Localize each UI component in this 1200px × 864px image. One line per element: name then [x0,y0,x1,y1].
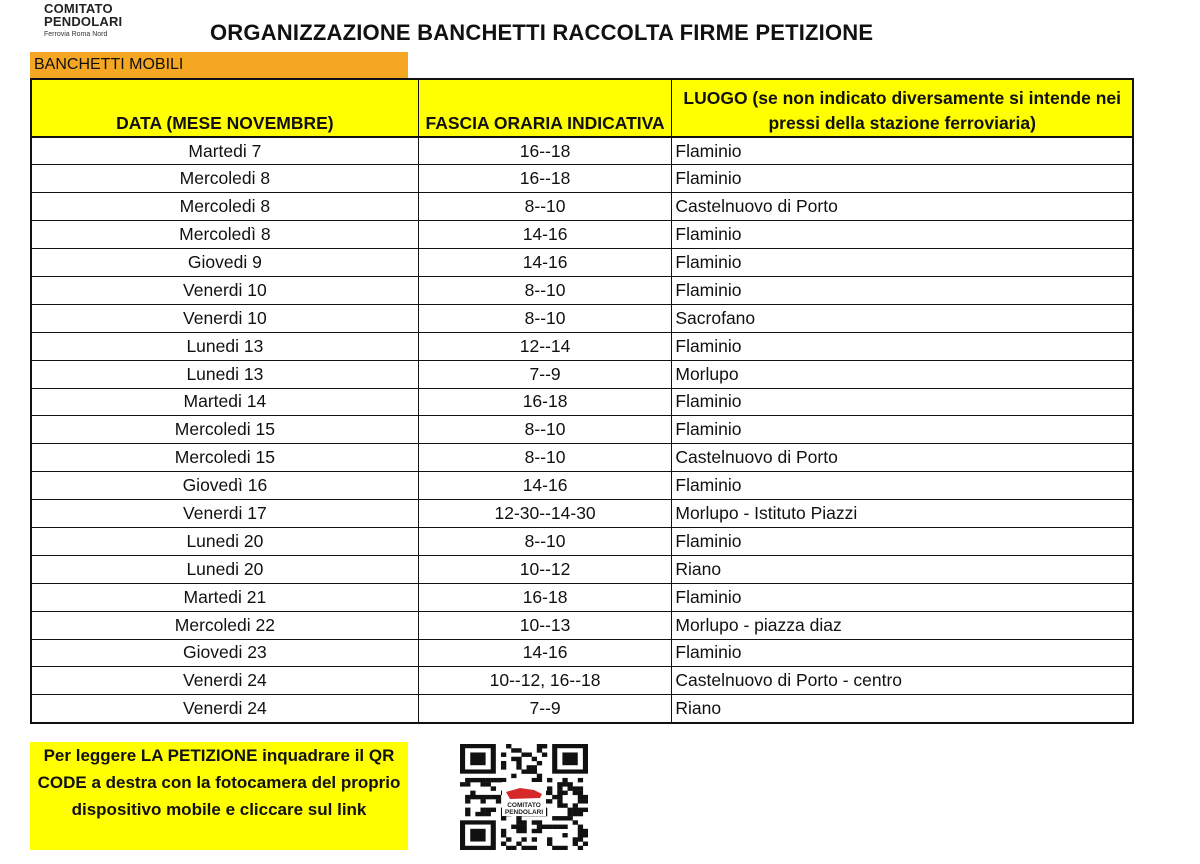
cell-date: Mercoledi 15 [31,416,418,444]
cell-place: Flaminio [672,137,1133,165]
cell-date: Mercoledi 8 [31,165,418,193]
table-row [31,472,1133,500]
table-row [31,500,1133,528]
cell-date: Venerdi 10 [31,304,418,332]
table-row [31,527,1133,555]
cell-place: Flaminio [672,276,1133,304]
cell-date: Venerdi 10 [31,276,418,304]
cell-time: 16-18 [418,388,672,416]
cell-place: Flaminio [672,639,1133,667]
cell-time: 8--10 [418,276,672,304]
cell-place: Flaminio [672,221,1133,249]
cell-date: Giovedì 16 [31,472,418,500]
header-time: FASCIA ORARIA INDICATIVA [418,79,672,137]
cell-date: Lunedi 20 [31,555,418,583]
table-row [31,583,1133,611]
cell-time: 8--10 [418,304,672,332]
cell-time: 8--10 [418,527,672,555]
header-place: LUOGO (se non indicato diversamente si intende nei pressi della stazione ferroviaria) [672,79,1133,137]
cell-place: Morlupo - Istituto Piazzi [672,500,1133,528]
cell-time: 12--14 [418,332,672,360]
logo-line-1: COMITATO [44,1,113,16]
logo [44,2,144,38]
cell-time: 8--10 [418,444,672,472]
cell-time: 10--12, 16--18 [418,667,672,695]
cell-time: 14-16 [418,472,672,500]
qr-logo-text-1: COMITATO [507,802,541,809]
cell-date: Mercoledi 8 [31,193,418,221]
cell-date: Mercoledi 22 [31,611,418,639]
table-row [31,388,1133,416]
cell-date: Venerdi 24 [31,667,418,695]
cell-date: Lunedi 20 [31,527,418,555]
table-row [31,137,1133,165]
table-row [31,276,1133,304]
table-row [31,332,1133,360]
cell-time: 10--13 [418,611,672,639]
cell-place: Flaminio [672,416,1133,444]
cell-date: Giovedi 9 [31,249,418,277]
table-row [31,444,1133,472]
cell-time: 7--9 [418,360,672,388]
qr-code[interactable] [460,744,588,850]
page-title: ORGANIZZAZIONE BANCHETTI RACCOLTA FIRME PETIZIONE [210,20,874,45]
qr-logo [502,782,546,816]
cell-place: Flaminio [672,388,1133,416]
qr-logo-text-2: PENDOLARI [504,809,544,816]
cell-date: Martedi 14 [31,388,418,416]
cell-time: 14-16 [418,249,672,277]
cell-time: 10--12 [418,555,672,583]
table-row [31,221,1133,249]
cell-place: Flaminio [672,165,1133,193]
table-row [31,667,1133,695]
cell-time: 14-16 [418,639,672,667]
cell-place: Riano [672,555,1133,583]
cell-date: Mercoledi 15 [31,444,418,472]
cell-place: Sacrofano [672,304,1133,332]
table-row [31,555,1133,583]
cell-place: Flaminio [672,583,1133,611]
cell-time: 8--10 [418,416,672,444]
cell-date: Giovedi 23 [31,639,418,667]
table-row [31,193,1133,221]
cell-place: Flaminio [672,332,1133,360]
cell-date: Mercoledì 8 [31,221,418,249]
cell-place: Morlupo [672,360,1133,388]
table-row [31,249,1133,277]
table-row [31,639,1133,667]
cell-date: Venerdi 24 [31,695,418,723]
cell-place: Castelnuovo di Porto - centro [672,667,1133,695]
cell-place: Castelnuovo di Porto [672,193,1133,221]
cell-place: Flaminio [672,472,1133,500]
table-row [31,416,1133,444]
cell-date: Martedi 7 [31,137,418,165]
table-header-row [31,79,1133,137]
table-row [31,165,1133,193]
cell-time: 7--9 [418,695,672,723]
cell-place: Flaminio [672,527,1133,555]
header-date: DATA (MESE NOVEMBRE) [31,79,418,137]
cell-place: Flaminio [672,249,1133,277]
logo-line-3: Ferrovia Roma Nord [44,31,108,38]
cell-date: Venerdi 17 [31,500,418,528]
cell-time: 16--18 [418,165,672,193]
qr-instructions: Per leggere LA PETIZIONE inquadrare il QR CODE a destra con la fotocamera del proprio dispositivo mobile e cliccare sul link [30,742,408,850]
table-row [31,360,1133,388]
section-label: BANCHETTI MOBILI [30,52,408,78]
cell-date: Martedi 21 [31,583,418,611]
cell-time: 16--18 [418,137,672,165]
table-row [31,304,1133,332]
cell-time: 8--10 [418,193,672,221]
schedule-table [30,78,1134,724]
cell-place: Morlupo - piazza diaz [672,611,1133,639]
logo-line-2: PENDOLARI [44,14,123,29]
cell-place: Castelnuovo di Porto [672,444,1133,472]
cell-date: Lunedi 13 [31,360,418,388]
table-row [31,695,1133,723]
cell-time: 12-30--14-30 [418,500,672,528]
cell-place: Riano [672,695,1133,723]
table-row [31,611,1133,639]
cell-time: 14-16 [418,221,672,249]
cell-time: 16-18 [418,583,672,611]
cell-date: Lunedi 13 [31,332,418,360]
